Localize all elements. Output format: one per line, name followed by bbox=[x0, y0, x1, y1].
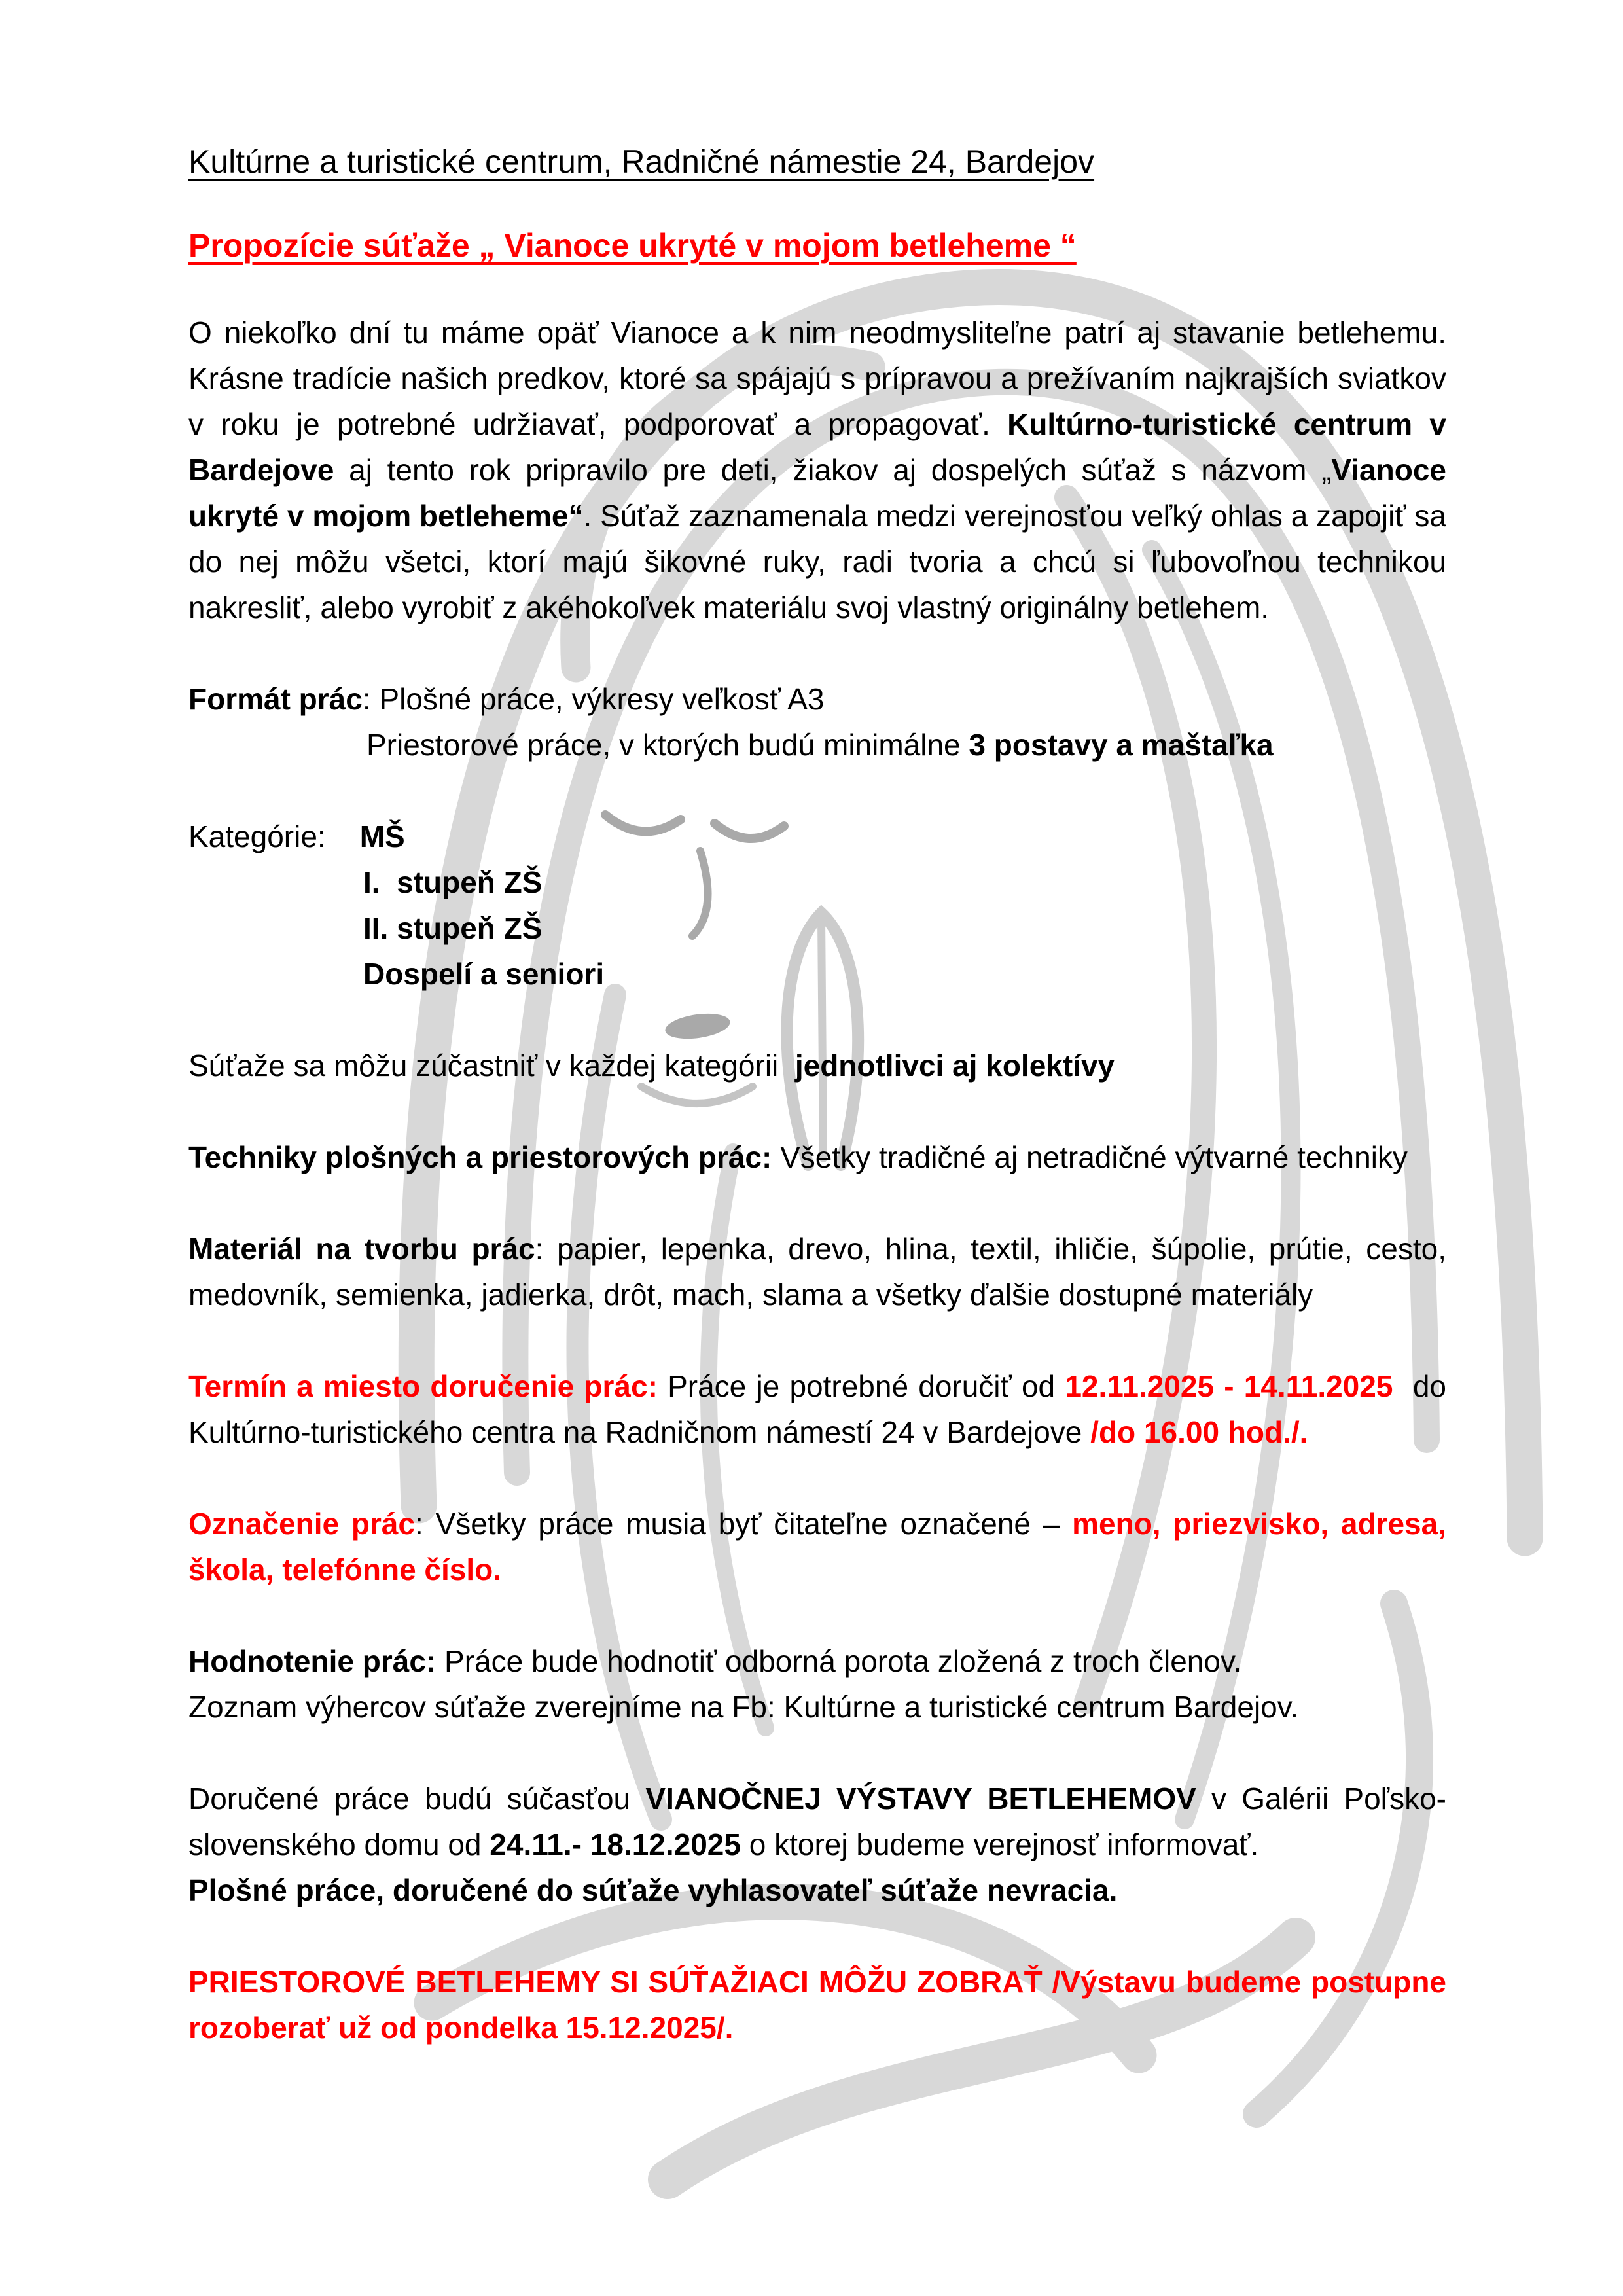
vystava-paragraph-seg-3: 24.11.- 18.12.2025 bbox=[490, 1827, 741, 1861]
zaver-paragraph bbox=[188, 1959, 1455, 2051]
termin-paragraph-seg-1: Práce je potrebné doručiť od bbox=[657, 1369, 1065, 1403]
nevracia-line-seg-0: Plošné práce, doručené do súťaže vyhlasovateľ súťaže nevracia. bbox=[188, 1873, 1118, 1907]
vystava-paragraph-seg-1: VIANOČNEJ VÝSTAVY BETLEHEMOV bbox=[645, 1782, 1196, 1816]
hodnotenie-line-1-seg-0: Hodnotenie prác: bbox=[188, 1644, 437, 1678]
format-prac-line-2-seg-0: Priestorové práce, v ktorých budú minimálne bbox=[366, 728, 969, 762]
intro-paragraph-seg-1: Kultúrno-turistické centrum v Bardejove bbox=[188, 407, 1455, 487]
kategorie-item-3-seg-0: Dospelí a seniori bbox=[363, 957, 605, 991]
intro-paragraph-seg-0: O niekoľko dní tu máme opäť Vianoce a k nim neodmysliteľne patrí aj stavanie betlehemu. Krásne tradície našich predkov, ktoré sa spájajú s prípravou a prežívaním najkrajších sviatkov v roku je potrebné udržiavať, podporovať a propagovať. bbox=[188, 315, 1455, 441]
document-body bbox=[188, 139, 1455, 2096]
kategorie-label-line-seg-1: MŠ bbox=[359, 819, 405, 853]
intro-paragraph-seg-2: aj tento rok pripravilo pre deti, žiakov aj dospelých súťaž s názvom „ bbox=[334, 453, 1332, 487]
kategorie-label-line bbox=[188, 814, 1446, 859]
ucast-line bbox=[188, 1043, 1446, 1088]
vystava-paragraph-seg-0: Doručené práce budú súčasťou bbox=[188, 1782, 646, 1816]
material-paragraph-seg-0: Materiál na tvorbu prác bbox=[188, 1232, 535, 1266]
material-paragraph-seg-1: : papier, lepenka, drevo, hlina, textil, ihličie, šúpolie, prútie, cesto, medovník, semienka, jadierka, drôt, mach, slama a všetky ďalšie dostupné materiály bbox=[188, 1232, 1455, 1312]
techniky-line-seg-0: Techniky plošných a priestorových prác: bbox=[188, 1140, 772, 1174]
format-prac-line-1 bbox=[188, 676, 1446, 722]
format-prac-line-1-seg-1: : Plošné práce, výkresy veľkosť A3 bbox=[362, 682, 825, 716]
format-prac-line-2-seg-1: 3 postavy a maštaľka bbox=[969, 728, 1274, 762]
header-line bbox=[188, 139, 1446, 185]
oznacenie-paragraph-seg-0: Označenie prác bbox=[188, 1507, 416, 1541]
title-line-seg-0: Propozície súťaže „ Vianoce ukryté v mojom betleheme “ bbox=[188, 227, 1077, 264]
vystava-paragraph bbox=[188, 1776, 1446, 1867]
nevracia-line bbox=[188, 1867, 1446, 1913]
termin-paragraph-seg-4: /do 16.00 hod./. bbox=[1090, 1415, 1308, 1449]
vystava-paragraph-seg-4: o ktorej budeme verejnosť informovať. bbox=[740, 1827, 1259, 1861]
oznacenie-paragraph-seg-2: meno, priezvisko, adresa, škola, telefónne číslo. bbox=[188, 1507, 1455, 1587]
ucast-line-seg-1: jednotlivci aj kolektívy bbox=[794, 1049, 1115, 1083]
termin-paragraph bbox=[188, 1363, 1455, 1455]
techniky-line-seg-1: Všetky tradičné aj netradičné výtvarné techniky bbox=[772, 1140, 1408, 1174]
hodnotenie-line-1 bbox=[188, 1638, 1446, 1684]
hodnotenie-line-2 bbox=[188, 1684, 1446, 1730]
termin-paragraph-seg-3: do Kultúrno-turistického centra na Radničnom námestí 24 v Bardejove bbox=[188, 1369, 1455, 1449]
kategorie-item-1 bbox=[188, 859, 1446, 905]
kategorie-label-line-seg-0: Kategórie: bbox=[188, 819, 326, 853]
title-line bbox=[188, 223, 1446, 268]
format-prac-line-1-seg-0: Formát prác bbox=[188, 682, 363, 716]
format-prac-line-2 bbox=[188, 722, 1446, 768]
termin-paragraph-seg-0: Termín a miesto doručenie prác: bbox=[188, 1369, 658, 1403]
oznacenie-paragraph-seg-1: : Všetky práce musia byť čitateľne označené – bbox=[415, 1507, 1073, 1541]
intro-paragraph bbox=[188, 310, 1455, 630]
hodnotenie-line-1-seg-1: Práce bude hodnotiť odborná porota zložená z troch členov. bbox=[436, 1644, 1242, 1678]
material-paragraph bbox=[188, 1226, 1455, 1318]
intro-paragraph-seg-3: Vianoce ukryté v mojom betleheme“ bbox=[188, 453, 1455, 533]
intro-paragraph-seg-4: . Súťaž zaznamenala medzi verejnosťou veľký ohlas a zapojiť sa do nej môžu všetci, ktorí majú šikovné ruky, radi tvoria a chcú si ľubovoľnou technikou nakresliť, alebo vyrobiť z akéhokoľvek materiálu svoj vlastný originálny betlehem. bbox=[188, 499, 1455, 624]
kategorie-item-2-seg-0: II. stupeň ZŠ bbox=[363, 911, 543, 945]
ucast-line-seg-0: Súťaže sa môžu zúčastniť v každej kategórii bbox=[188, 1049, 795, 1083]
zaver-paragraph-seg-0: PRIESTOROVÉ BETLEHEMY SI SÚŤAŽIACI MÔŽU ZOBRAŤ /Výstavu budeme postupne rozoberať už od pondelka 15.12.2025/. bbox=[188, 1965, 1455, 2045]
kategorie-item-3 bbox=[188, 951, 1446, 997]
techniky-line bbox=[188, 1134, 1446, 1180]
termin-paragraph-seg-2: 12.11.2025 - 14.11.2025 bbox=[1065, 1369, 1393, 1403]
hodnotenie-line-2-seg-0: Zoznam výhercov súťaže zverejníme na Fb: Kultúrne a turistické centrum Bardejov. bbox=[188, 1690, 1299, 1724]
kategorie-item-2 bbox=[188, 905, 1446, 951]
oznacenie-paragraph bbox=[188, 1501, 1455, 1592]
kategorie-item-1-seg-0: I. stupeň ZŠ bbox=[363, 865, 543, 899]
vystava-paragraph-seg-2: v Galérii Poľsko-slovenského domu od bbox=[188, 1782, 1446, 1861]
header-line-seg-0: Kultúrne a turistické centrum, Radničné námestie 24, Bardejov bbox=[188, 143, 1095, 180]
